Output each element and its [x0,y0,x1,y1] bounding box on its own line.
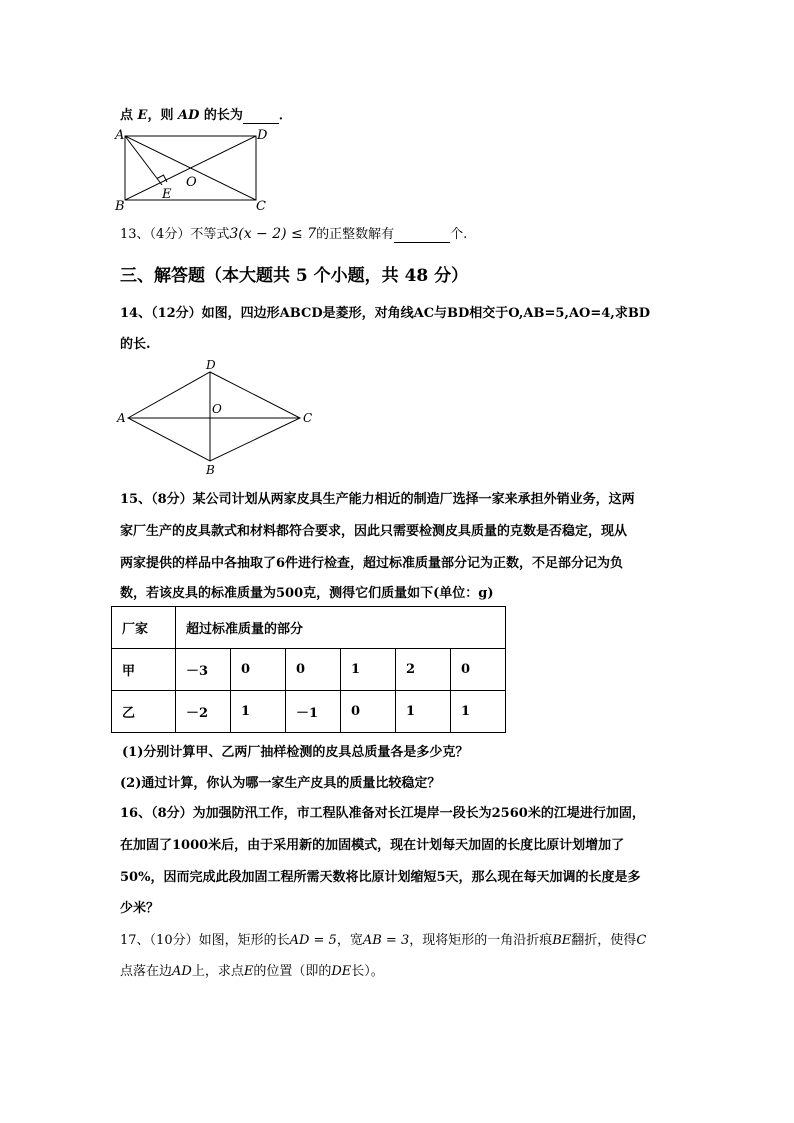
section-heading: 三、解答题（本大题共 5 个小题，共 48 分） [120,266,469,286]
perpendicular-ae [125,136,162,185]
label-d: D [257,128,268,143]
q17-line1: 17、（10分）如图，矩形的长AD = 5，宽AB = 3，现将矩形的一角沿折痕BE翻折，使得C [120,933,647,948]
q12-rectangle-figure [112,124,277,212]
answer-blank [394,227,450,243]
q14-line2: 的长. [120,337,151,352]
label-e: E [162,187,172,202]
q15-line2: 家厂生产的皮具款式和材料都符合要求，因此只需要检测皮具质量的克数是否稳定，现从 [120,524,628,539]
q17-line2: 点落在边AD上，求点E的位置（即的DE长）。 [120,964,384,979]
q16-line2: 在加固了1000米后，由于采用新的加固模式，现在计划每天加固的长度比原计划增加了 [120,838,625,853]
q12-text: 点 E，则 AD 的长为 ． [120,108,292,123]
table-row: 乙 －2 1 －1 0 1 1 [112,691,506,733]
q15-line4: 数，若该皮具的标准质量为500克，测得它们质量如下(单位：g) [120,586,494,601]
label-c: C [256,199,266,212]
label-d: D [206,358,216,372]
q14-line1: 14、（12分）如图，四边形ABCD是菱形，对角线AC与BD相交于O,AB=5,AO=4,求BD [120,306,651,321]
q14-rhombus-figure [112,356,322,480]
q16-line4: 少米？ [120,901,160,916]
label-a: A [115,128,125,143]
q15-sub1: (1)分别计算甲、乙两厂抽样检测的皮具总质量各是多少克？ [122,745,469,760]
q16-line1: 16、（8分）为加强防汛工作，市工程队准备对长江堤岸一段长为2560米的江堤进行加固， [120,806,645,821]
q15-sub2: (2)通过计算，你认为哪一家生产皮具的质量比较稳定？ [120,776,441,791]
header-excess: 超过标准质量的部分 [176,607,506,649]
q15-line1: 15、（8分）某公司计划从两家皮具生产能力相近的制造厂选择一家来承担外销业务，这两 [120,492,635,507]
table-row: 甲 －3 0 0 1 2 0 [112,649,506,691]
answer-blank [243,108,279,124]
label-c: C [303,411,313,425]
label-a: A [117,411,126,425]
quality-table [111,606,506,733]
header-factory: 厂家 [112,607,176,649]
label-b: B [115,199,125,212]
label-o: O [212,402,222,416]
q16-line3: 50%，因而完成此段加固工程所需天数将比原计划缩短5天，那么现在每天加调的长度是多 [120,870,641,885]
q15-line3: 两家提供的样品中各抽取了6件进行检查，超过标准质量部分记为正数，不足部分记为负 [120,556,624,571]
q13-text: 13、（4分）不等式3(x − 2) ≤ 7的正整数解有 个. [120,226,468,242]
label-b: B [206,463,215,477]
table-header-row [112,607,506,649]
rhombus-abcd [128,372,300,461]
label-o: O [186,175,197,190]
